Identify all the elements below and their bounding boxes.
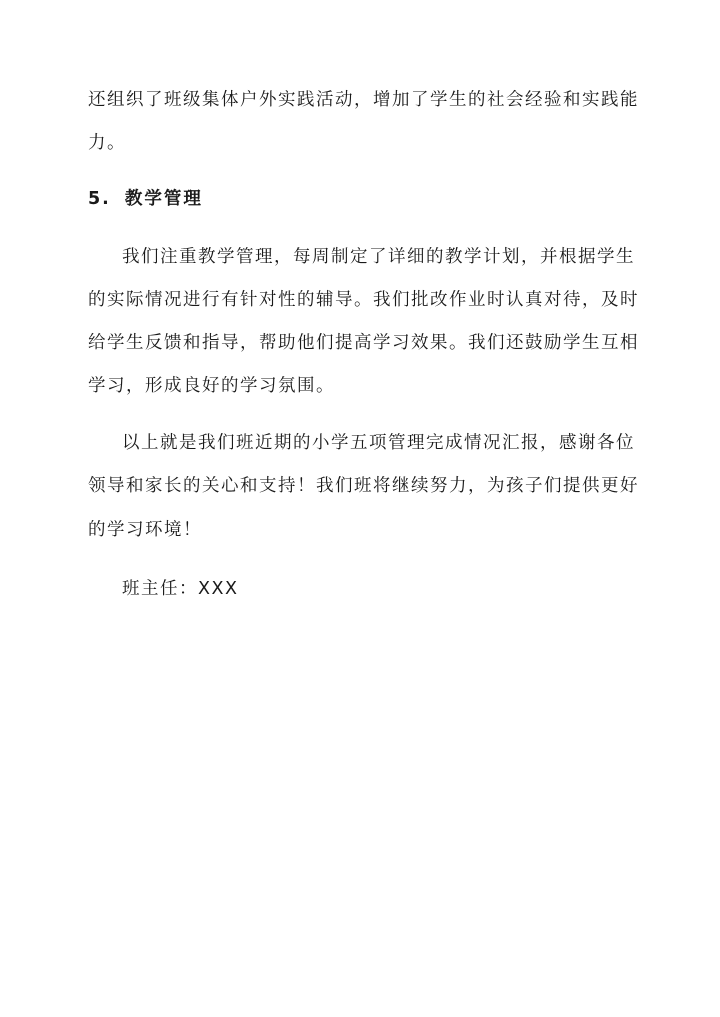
- section-heading: [88, 187, 636, 211]
- signature: 班主任：XXX: [122, 579, 239, 599]
- section-number: 5.: [88, 189, 111, 209]
- paragraph-line: 还组织了班级集体户外实践活动，增加了学生的社会经验和实践能: [88, 90, 639, 110]
- paragraph-line: 我们注重教学管理，每周制定了详细的教学计划，并根据学生: [122, 247, 635, 267]
- section-title: 教学管理: [124, 189, 203, 209]
- paragraph-line: 的实际情况进行有针对性的辅导。我们批改作业时认真对待，及时: [88, 290, 639, 310]
- paragraph-line: 力。: [88, 133, 126, 153]
- paragraph-line: 给学生反馈和指导，帮助他们提高学习效果。我们还鼓励学生互相: [88, 333, 639, 353]
- paragraph-line: 以上就是我们班近期的小学五项管理完成情况汇报，感谢各位: [122, 433, 635, 453]
- paragraph-line: 学习，形成良好的学习氛围。: [88, 376, 335, 396]
- paragraph-line: 领导和家长的关心和支持！我们班将继续努力，为孩子们提供更好: [88, 476, 639, 496]
- paragraph-line: 的学习环境！: [88, 520, 202, 540]
